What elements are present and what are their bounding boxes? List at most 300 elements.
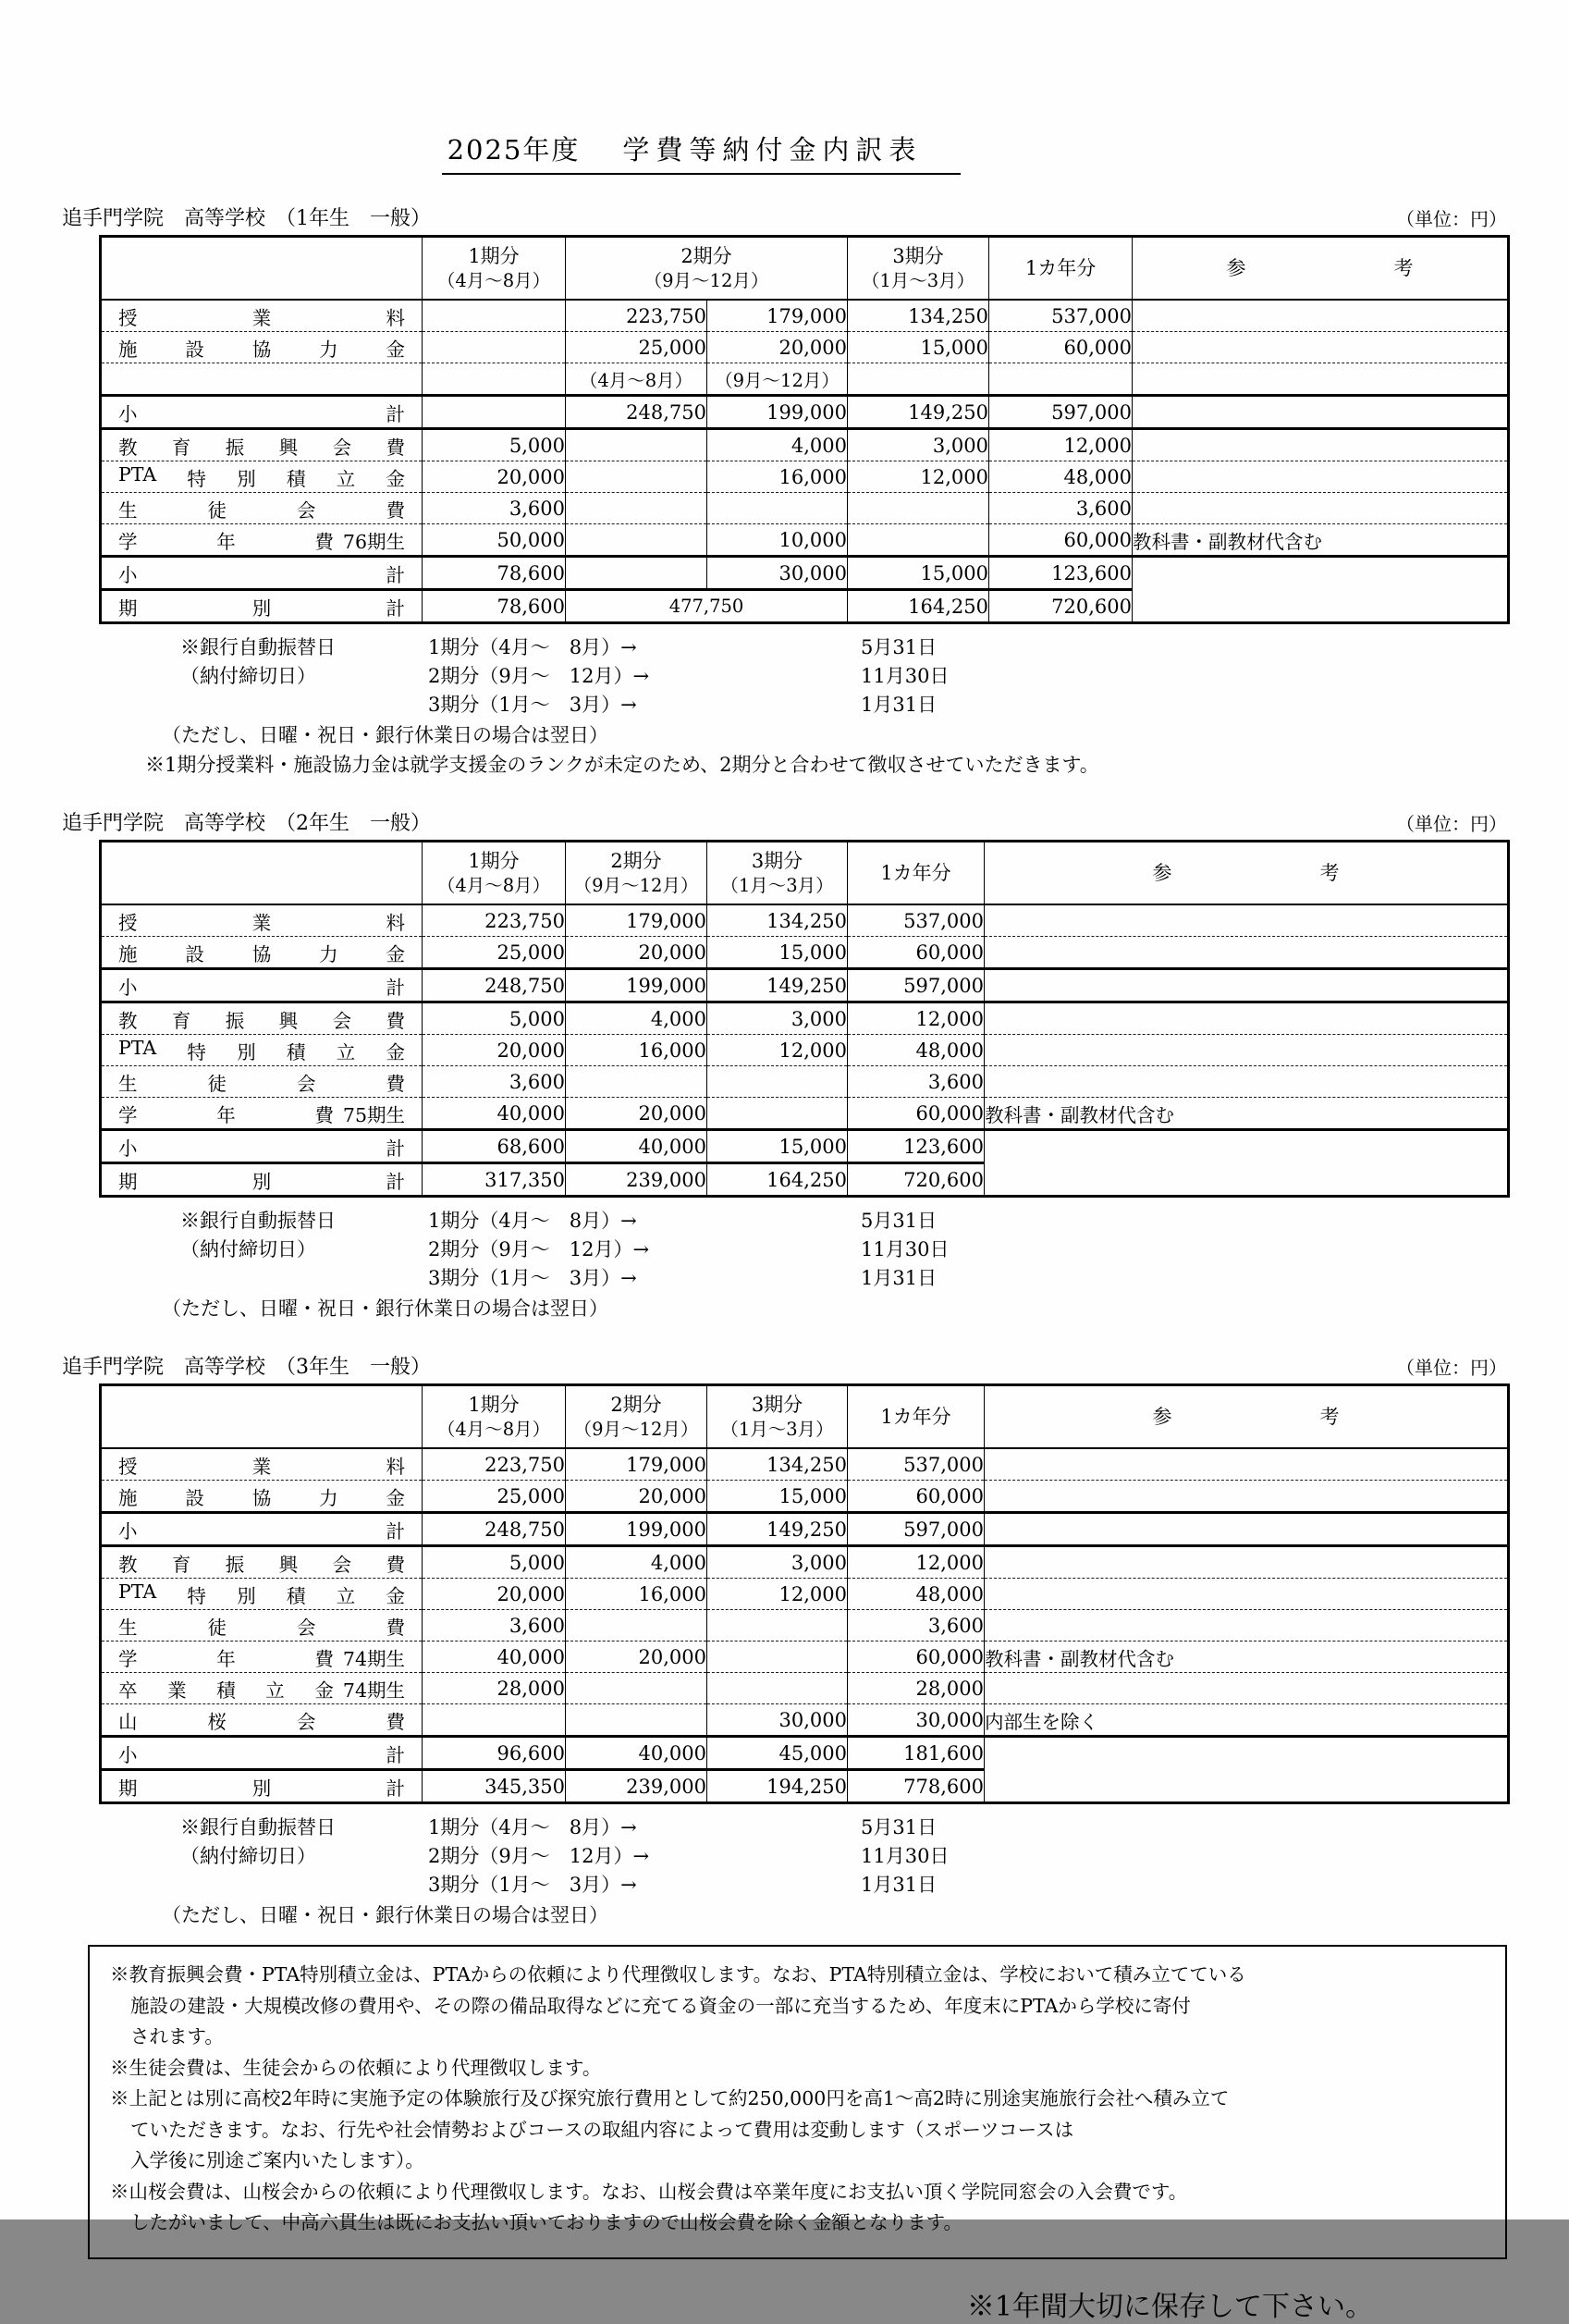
- value-cell: [985, 1737, 1509, 1803]
- item-label-char: 振: [225, 1553, 245, 1576]
- table-row: [101, 524, 1509, 557]
- item-label-char: 金: [386, 338, 405, 361]
- item-label: [118, 972, 405, 1000]
- value-cell: [1133, 363, 1509, 396]
- footer-note-line: ※教育振興会費・PTA特別積立金は、PTAからの依頼により代理徴収します。なお、PTA特別積立金は、学校において積み立てている: [110, 1963, 1246, 1986]
- value-cell: 3,000: [848, 429, 989, 461]
- value-cell: [985, 937, 1509, 969]
- transfer-period: 3期分（1月～ 3月）→: [428, 1267, 637, 1289]
- value-cell: 12,000: [989, 429, 1133, 461]
- item-label: [118, 1166, 405, 1194]
- item-label-char: 設: [185, 942, 204, 965]
- item-label-char: 積: [286, 467, 306, 490]
- table-row: [101, 396, 1509, 429]
- header-line1: 1カ年分: [1024, 256, 1097, 279]
- header-cell: [566, 1385, 707, 1449]
- item-label-char: 小: [118, 402, 138, 425]
- item-inner: [102, 302, 422, 330]
- item-label-char: 小: [118, 1519, 138, 1543]
- item-label-char: 授: [118, 306, 138, 329]
- value-cell: 40,000: [566, 1130, 707, 1163]
- item-label-char: 年: [216, 1647, 236, 1670]
- value-cell: [566, 429, 707, 461]
- table-caption: 追手門学院 高等学校 （3年生 一般）: [62, 1356, 431, 1379]
- item-inner: [102, 463, 422, 491]
- transfer-date: 1月31日: [861, 694, 938, 716]
- item-cell: [101, 461, 423, 493]
- item-cell: [101, 1066, 423, 1098]
- value-cell: [985, 1610, 1509, 1642]
- value-cell: 10,000: [707, 524, 848, 557]
- value-cell: 15,000: [848, 557, 989, 590]
- item-inner: [102, 1675, 422, 1703]
- item-inner: [102, 1612, 422, 1640]
- fee-table-3: [99, 1383, 1510, 1804]
- item-inner: [102, 1549, 422, 1577]
- item-label-suffix: 74期生: [342, 1647, 405, 1670]
- value-cell: 15,000: [707, 1130, 848, 1163]
- value-cell: [566, 557, 707, 590]
- transfer-date: 11月30日: [861, 1845, 950, 1867]
- value-cell: 50,000: [423, 524, 566, 557]
- value-cell: [848, 363, 989, 396]
- value-cell: [985, 1130, 1509, 1197]
- item-label-char: PTA: [118, 1580, 157, 1603]
- item-label-char: 計: [386, 596, 405, 620]
- item-cell: [101, 1673, 423, 1704]
- header-cell: [848, 1385, 985, 1449]
- tables-area: [62, 203, 1507, 2259]
- item-label: [118, 1612, 405, 1640]
- item-label-char: 会: [332, 1553, 352, 1576]
- item-label-char: 徒: [207, 1072, 227, 1095]
- value-cell: [423, 363, 566, 396]
- value-cell: 60,000: [989, 524, 1133, 557]
- value-cell: [1133, 300, 1509, 332]
- item-label-char: 費: [386, 1616, 405, 1639]
- item-label: [118, 302, 405, 330]
- table-row: [101, 1610, 1509, 1642]
- table-row: [101, 1579, 1509, 1610]
- item-label: [118, 1133, 405, 1161]
- item-label: [118, 1068, 405, 1096]
- table-row: [101, 363, 1509, 396]
- item-label: [118, 939, 405, 966]
- item-label-char: 立: [336, 467, 356, 490]
- value-cell: 12,000: [848, 1002, 985, 1035]
- value-cell: [985, 1448, 1509, 1481]
- item-cell: [101, 524, 423, 557]
- value-cell: 164,250: [707, 1163, 848, 1197]
- item-label: [118, 1580, 405, 1608]
- item-label-char: 計: [386, 1170, 405, 1193]
- value-cell: [848, 493, 989, 524]
- transfer-grid: [180, 1814, 1507, 1900]
- item-label-char: 特: [187, 467, 206, 490]
- transfer-period: 1期分（4月～ 8月）→: [428, 636, 637, 658]
- item-label-char: 小: [118, 1137, 138, 1160]
- item-label-char: 別: [237, 1040, 256, 1064]
- value-cell: [707, 1066, 848, 1098]
- item-cell: [101, 557, 423, 590]
- header-line2: （1月～3月）: [720, 1419, 834, 1441]
- value-cell: 教科書・副教材代含む: [1133, 524, 1509, 557]
- item-label-char: 別: [251, 596, 272, 620]
- transfer-period: 2期分（9月～ 12月）→: [428, 665, 650, 687]
- value-cell: 3,600: [423, 1066, 566, 1098]
- header-cell: [985, 842, 1509, 905]
- value-cell: 20,000: [566, 1642, 707, 1673]
- transfer-label: ※銀行自動振替日: [180, 636, 336, 658]
- value-cell: 248,750: [423, 969, 566, 1002]
- transfer-label: [180, 1264, 428, 1293]
- item-inner: [102, 1643, 422, 1671]
- item-label-char: 費: [314, 1647, 334, 1670]
- item-label-char: 学: [118, 1647, 138, 1670]
- value-cell: 96,600: [423, 1737, 566, 1770]
- value-cell: [848, 524, 989, 557]
- item-inner: [102, 495, 422, 523]
- item-label-char: 教: [118, 1009, 138, 1032]
- value-cell: [985, 1513, 1509, 1546]
- value-cell: 720,600: [989, 590, 1133, 623]
- value-cell: 537,000: [989, 300, 1133, 332]
- value-cell: 48,000: [848, 1579, 985, 1610]
- value-cell: [1133, 396, 1509, 429]
- transfer-period: 1期分（4月～ 8月）→: [428, 1816, 637, 1838]
- value-cell: 597,000: [848, 1513, 985, 1546]
- header-line1: 1カ年分: [880, 1405, 951, 1428]
- title-year: 2025年度: [447, 134, 581, 166]
- table-row: [101, 1002, 1509, 1035]
- item-inner: [102, 1773, 422, 1801]
- header-cell: [707, 842, 848, 905]
- item-label-char: 力: [319, 338, 338, 361]
- value-cell: 5,000: [423, 1002, 566, 1035]
- item-label: [118, 1549, 405, 1577]
- ref-header: [985, 860, 1507, 886]
- item-cell: [101, 1098, 423, 1130]
- item-label-char: 授: [118, 1455, 138, 1478]
- value-cell: 20,000: [566, 1481, 707, 1513]
- value-cell: 199,000: [707, 396, 848, 429]
- value-cell: [985, 1481, 1509, 1513]
- transfer-period: 2期分（9月～ 12月）→: [428, 1845, 650, 1867]
- item-label-char: 振: [225, 1009, 245, 1032]
- table-caption: 追手門学院 高等学校 （2年生 一般）: [62, 812, 431, 835]
- table-row: [101, 1546, 1509, 1579]
- item-cell: [101, 1163, 423, 1197]
- value-cell: 40,000: [566, 1737, 707, 1770]
- table-row: [101, 1642, 1509, 1673]
- item-label-char: 業: [251, 306, 272, 329]
- value-cell: 477,750: [566, 590, 848, 623]
- value-cell: 223,750: [423, 904, 566, 937]
- header-line1: 3期分: [751, 1393, 803, 1416]
- caption-row-3: [62, 1351, 1507, 1380]
- item-label: [118, 1451, 405, 1479]
- value-cell: 30,000: [707, 557, 848, 590]
- item-label-char: 卒: [118, 1678, 138, 1702]
- value-cell: 537,000: [848, 1448, 985, 1481]
- header-cell: [985, 1385, 1509, 1449]
- item-label-char: 料: [386, 911, 405, 934]
- fee-table-1: [99, 235, 1510, 624]
- transfer-notes-3: [162, 1814, 1507, 1930]
- value-cell: [1133, 332, 1509, 363]
- transfer-grid: [180, 633, 1507, 719]
- table-row: [101, 557, 1509, 590]
- transfer-caveat: （ただし、日曜・祝日・銀行休業日の場合は翌日）: [162, 1297, 608, 1320]
- value-cell: 25,000: [423, 1481, 566, 1513]
- item-label-char: 別: [251, 1170, 272, 1193]
- header-line1: 2期分: [610, 849, 662, 872]
- table-row: [101, 493, 1509, 524]
- item-label: [118, 593, 405, 621]
- item-inner: [102, 1133, 422, 1161]
- value-cell: 4,000: [566, 1546, 707, 1579]
- item-label-char: 期: [118, 596, 138, 620]
- value-cell: 3,600: [848, 1610, 985, 1642]
- item-label: [118, 1482, 405, 1510]
- item-label-char: 金: [386, 942, 405, 965]
- table-row: [101, 1481, 1509, 1513]
- item-label: [118, 432, 405, 460]
- item-label-char: 学: [118, 1103, 138, 1126]
- ref-header-char: 考: [1319, 1405, 1340, 1428]
- item-label-char: 育: [171, 1553, 191, 1576]
- header-line2: （9月～12月）: [644, 270, 769, 292]
- item-label: [118, 1100, 334, 1127]
- item-label-char: 教: [118, 1553, 138, 1576]
- item-label-char: 施: [118, 1486, 138, 1509]
- item-label-char: 施: [118, 338, 138, 361]
- value-cell: 15,000: [848, 332, 989, 363]
- value-cell: [566, 524, 707, 557]
- footer-note-line: ※山桜会費は、山桜会からの依頼により代理徴収します。なお、山桜会費は卒業年度にお支払い頂く学院同窓会の入会費です。: [110, 2180, 1188, 2203]
- item-label: [118, 1005, 405, 1033]
- item-label-char: 計: [386, 1137, 405, 1160]
- value-cell: 12,000: [848, 461, 989, 493]
- table-row: [101, 1130, 1509, 1163]
- value-cell: 720,600: [848, 1163, 985, 1197]
- value-cell: 20,000: [566, 1098, 707, 1130]
- ref-header-char: 参: [1152, 1405, 1172, 1428]
- value-cell: [566, 461, 707, 493]
- value-cell: [985, 1579, 1509, 1610]
- item-label-char: 徒: [207, 1616, 227, 1639]
- table-row: [101, 1737, 1509, 1770]
- item-cell: [101, 300, 423, 332]
- value-cell: 345,350: [423, 1770, 566, 1803]
- page-title: [442, 129, 962, 175]
- value-cell: 28,000: [423, 1673, 566, 1704]
- table-row: [101, 1035, 1509, 1066]
- table-row: [101, 332, 1509, 363]
- item-label: [118, 495, 405, 523]
- item-label: [118, 463, 405, 491]
- value-cell: [566, 1673, 707, 1704]
- value-cell: （9月～12月）: [707, 363, 848, 396]
- header-line2: （4月～8月）: [436, 875, 551, 897]
- footer-note-line: 施設の建設・大規模改修の費用や、その際の備品取得などに充てる資金の一部に充当するため、年度末にPTAから学校に寄付: [130, 1994, 1191, 2017]
- value-cell: [985, 1002, 1509, 1035]
- item-inner: [102, 972, 422, 1000]
- header-line2: （1月～3月）: [861, 270, 975, 292]
- item-label: [118, 1773, 405, 1801]
- item-cell: [101, 969, 423, 1002]
- value-cell: 3,600: [423, 493, 566, 524]
- table-row: [101, 1448, 1509, 1481]
- item-inner: [102, 1740, 422, 1767]
- value-cell: [989, 363, 1133, 396]
- item-label-char: 計: [386, 1777, 405, 1800]
- transfer-label: ※銀行自動振替日: [180, 1816, 336, 1838]
- title-main: 学費等納付金内訳表: [622, 134, 923, 166]
- item-cell: [101, 1448, 423, 1481]
- header-cell: [1133, 237, 1509, 301]
- value-cell: 78,600: [423, 557, 566, 590]
- item-label: [118, 526, 334, 554]
- item-cell: [101, 332, 423, 363]
- item-label: [118, 1037, 405, 1064]
- item-label-char: 力: [319, 1486, 338, 1509]
- value-cell: 3,600: [423, 1610, 566, 1642]
- item-label-char: 費: [314, 1103, 334, 1126]
- item-cell: [101, 1704, 423, 1737]
- item-label: [118, 1516, 405, 1543]
- item-inner: [102, 399, 422, 426]
- transfer-date: 5月31日: [861, 1210, 938, 1232]
- transfer-label: （納付締切日）: [180, 665, 316, 687]
- value-cell: [985, 1066, 1509, 1098]
- item-cell: [101, 590, 423, 623]
- transfer-period: 3期分（1月～ 3月）→: [428, 1874, 637, 1896]
- value-cell: 123,600: [989, 557, 1133, 590]
- item-label-char: 施: [118, 942, 138, 965]
- value-cell: 179,000: [707, 300, 848, 332]
- value-cell: 181,600: [848, 1737, 985, 1770]
- value-cell: 15,000: [707, 937, 848, 969]
- transfer-date: 1月31日: [861, 1874, 938, 1896]
- header-row: [101, 842, 1509, 905]
- transfer-date: 11月30日: [861, 665, 950, 687]
- footer-note-line: ※上記とは別に高校2年時に実施予定の体験旅行及び探究旅行費用として約250,000円を高1～高2時に別途実施旅行会社へ積み立て: [110, 2087, 1230, 2109]
- value-cell: 149,250: [848, 396, 989, 429]
- item-label-char: 授: [118, 911, 138, 934]
- unit-label: （単位：円）: [1396, 813, 1507, 835]
- item-label-char: 会: [297, 1616, 316, 1639]
- value-cell: 12,000: [707, 1035, 848, 1066]
- caption-row-1: [62, 203, 1507, 231]
- value-cell: 597,000: [989, 396, 1133, 429]
- transfer-label: （納付締切日）: [180, 1845, 316, 1867]
- item-label: [118, 1675, 334, 1703]
- value-cell: 25,000: [423, 937, 566, 969]
- value-cell: 179,000: [566, 1448, 707, 1481]
- value-cell: 317,350: [423, 1163, 566, 1197]
- item-label-char: 設: [185, 338, 204, 361]
- footer-notes-box: [88, 1945, 1507, 2259]
- header-line1: 2期分: [610, 1393, 662, 1416]
- value-cell: 60,000: [989, 332, 1133, 363]
- header-cell: [707, 1385, 848, 1449]
- value-cell: 68,600: [423, 1130, 566, 1163]
- item-inner: [102, 559, 422, 587]
- header-line1: 2期分: [680, 244, 732, 267]
- value-cell: 239,000: [566, 1770, 707, 1803]
- transfer-extra-note: ※1期分授業料・施設協力金は就学支援金のランクが未定のため、2期分と合わせて徴収させていただきます。: [145, 754, 1099, 776]
- header-cell: [566, 237, 848, 301]
- table-row: [101, 937, 1509, 969]
- value-cell: 12,000: [848, 1546, 985, 1579]
- transfer-date: 11月30日: [861, 1238, 950, 1260]
- value-cell: [707, 1673, 848, 1704]
- value-cell: [1133, 557, 1509, 623]
- value-cell: [1133, 493, 1509, 524]
- value-cell: 16,000: [566, 1035, 707, 1066]
- item-label: [118, 1740, 405, 1767]
- header-cell: [848, 842, 985, 905]
- item-inner: [102, 1516, 422, 1543]
- value-cell: 134,250: [707, 1448, 848, 1481]
- item-label-char: 育: [171, 1009, 191, 1032]
- item-label-char: 計: [386, 1519, 405, 1543]
- item-label-char: 金: [386, 1486, 405, 1509]
- item-label-char: 期: [118, 1777, 138, 1800]
- keep-note: ※1年間大切に保存して下さい。: [966, 2290, 1373, 2323]
- value-cell: [985, 904, 1509, 937]
- item-inner: [102, 1166, 422, 1194]
- title-row: [62, 0, 1507, 175]
- value-cell: 248,750: [566, 396, 707, 429]
- value-cell: [423, 396, 566, 429]
- item-inner: [102, 1005, 422, 1033]
- value-cell: 149,250: [707, 969, 848, 1002]
- ref-header-char: 参: [1152, 861, 1172, 884]
- value-cell: 223,750: [566, 300, 707, 332]
- item-label-char: 金: [314, 1678, 334, 1702]
- header-line1: 1期分: [468, 244, 520, 267]
- item-label: [118, 1706, 405, 1734]
- header-line1: 3期分: [751, 849, 803, 872]
- value-cell: 5,000: [423, 1546, 566, 1579]
- table-row: [101, 1066, 1509, 1098]
- item-label-char: 積: [286, 1584, 306, 1607]
- value-cell: 40,000: [423, 1642, 566, 1673]
- value-cell: 28,000: [848, 1673, 985, 1704]
- item-label: [118, 907, 405, 935]
- item-label-char: 協: [251, 942, 272, 965]
- item-label-char: 計: [386, 976, 405, 999]
- value-cell: 40,000: [423, 1098, 566, 1130]
- item-label-char: 金: [386, 467, 405, 490]
- item-cell: [101, 1130, 423, 1163]
- item-label-char: 小: [118, 563, 138, 586]
- item-label-char: 桜: [207, 1710, 227, 1733]
- item-cell: [101, 1770, 423, 1803]
- item-inner: [102, 1068, 422, 1096]
- item-label-char: 費: [386, 1553, 405, 1576]
- value-cell: 3,000: [707, 1546, 848, 1579]
- item-label-char: PTA: [118, 462, 157, 486]
- item-label-char: 年: [216, 1103, 236, 1126]
- header-line1: 3期分: [892, 244, 944, 267]
- value-cell: 537,000: [848, 904, 985, 937]
- transfer-period: 1期分（4月～ 8月）→: [428, 1210, 637, 1232]
- value-cell: [566, 493, 707, 524]
- item-label-char: 業: [251, 911, 272, 934]
